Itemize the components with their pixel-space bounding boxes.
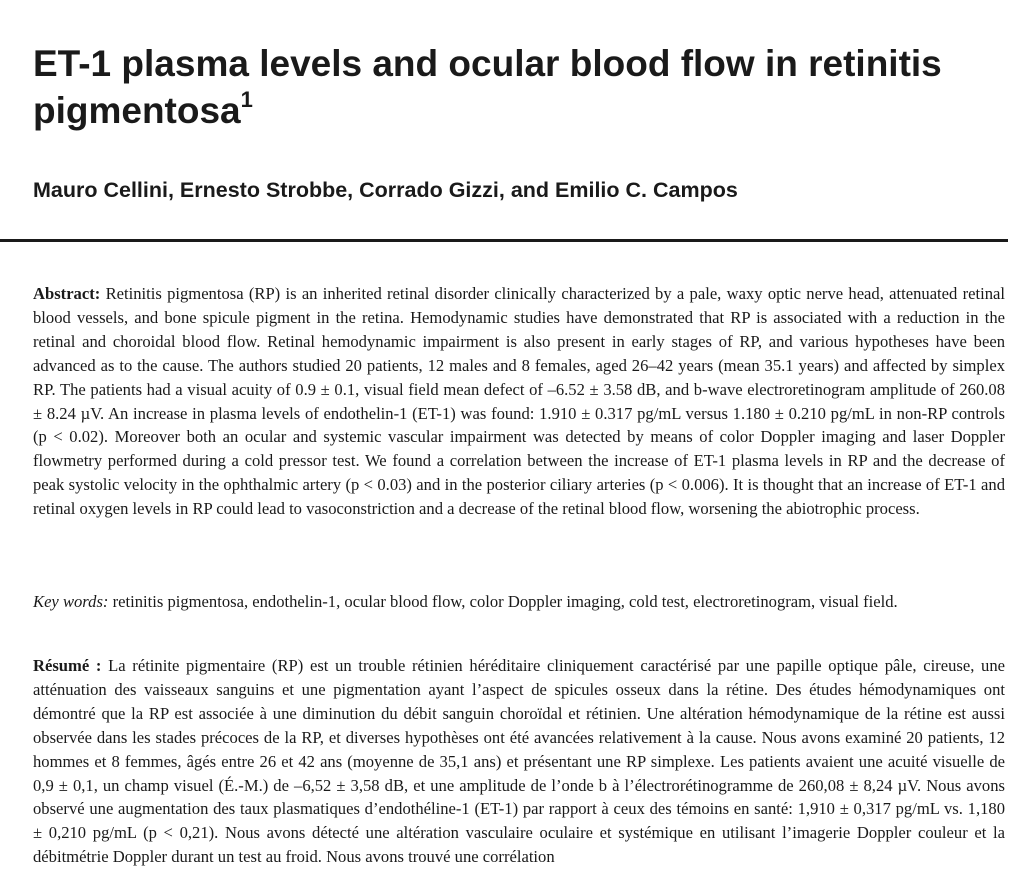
title-footnote-marker: 1 <box>240 87 253 112</box>
article-title-text: ET-1 plasma levels and ocular blood flow in retinitis pigmentosa <box>33 43 942 131</box>
keywords-label: Key words: <box>33 592 109 611</box>
abstract-text: Retinitis pigmentosa (RP) is an inherited retinal disorder clinically characterized by a pale, waxy optic nerve head, attenuated retinal blood vessels, and bone spicule pigment in the retina. Hemodynamic studies have demonstrated that RP is associated with a reduction in the retinal and choroidal blood flow. Retinal hemodynamic impairment is also present in early stages of RP, and various hypotheses have been advanced as to the cause. The authors studied 20 patients, 12 males and 8 females, aged 26–42 years (mean 35.1 years) and affected by simplex RP. The patients had a visual acuity of 0.9 ± 0.1, visual field mean defect of –6.52 ± 3.58 dB, and b-wave electroretinogram amplitude of 260.08 ± 8.24 µV. An increase in plasma levels of endothelin-1 (ET-1) was found: 1.910 ± 0.317 pg/mL versus 1.180 ± 0.210 pg/mL in non-RP controls (p < 0.02). Moreover both an ocular and systemic vascular impairment was detected by means of color Doppler imaging and laser Doppler flowmetry performed during a cold pressor test. We found a correlation between the increase of ET-1 plasma levels in RP and the decrease of peak systolic velocity in the ophthalmic artery (p < 0.03) and in the posterior ciliary arteries (p < 0.006). It is thought that an increase of ET-1 and retinal oxygen levels in RP could lead to vasoconstriction and a decrease of the retinal blood flow, worsening the abiotrophic process. <box>33 284 1005 519</box>
author-list: Mauro Cellini, Ernesto Strobbe, Corrado Gizzi, and Emilio C. Campos <box>33 178 738 202</box>
header-divider <box>0 239 1008 242</box>
keywords-text: retinitis pigmentosa, endothelin-1, ocular blood flow, color Doppler imaging, cold test, electroretinogram, visual field. <box>112 592 898 611</box>
article-title <box>33 40 993 134</box>
abstract-paragraph <box>33 282 1005 521</box>
resume-text: La rétinite pigmentaire (RP) est un trouble rétinien héréditaire cliniquement caractérisé par une papille optique pâle, cireuse, une atténuation des vaisseaux sanguins et une pigmentation ayant l’aspect de spicules osseux dans la rétine. Des études hémodynamiques ont démontré que la RP est associée à une diminution du débit sanguin choroïdal et rétinien. Une altération hémodynamique de la rétine est aussi observée dans les stades précoces de la RP, et diverses hypothèses ont été avancées relativement à la cause. Nous avons examiné 20 patients, 12 hommes et 8 femmes, âgés entre 26 et 42 ans (moyenne de 35,1 ans) et présentant une RP simplexe. Les patients avaient une acuité visuelle de 0,9 ± 0,1, un champ visuel (É.-M.) de –6,52 ± 3,58 dB, et une amplitude de l’onde b à l’électrorétinogramme de 260,08 ± 8,24 µV. Nous avons observé une augmentation des taux plasmatiques d’endothéline-1 (ET-1) par rapport à ceux des témoins en santé: 1,910 ± 0,317 pg/mL vs. 1,180 ± 0,210 pg/mL (p < 0,21). Nous avons détecté une altération vasculaire oculaire et systémique en utilisant l’imagerie Doppler couleur et la débitmétrie Doppler durant un test au froid. Nous avons trouvé une corrélation <box>33 656 1005 867</box>
resume-label: Résumé : <box>33 656 102 675</box>
resume-paragraph <box>33 654 1005 869</box>
keywords-paragraph <box>33 590 1005 614</box>
abstract-label: Abstract: <box>33 284 101 303</box>
